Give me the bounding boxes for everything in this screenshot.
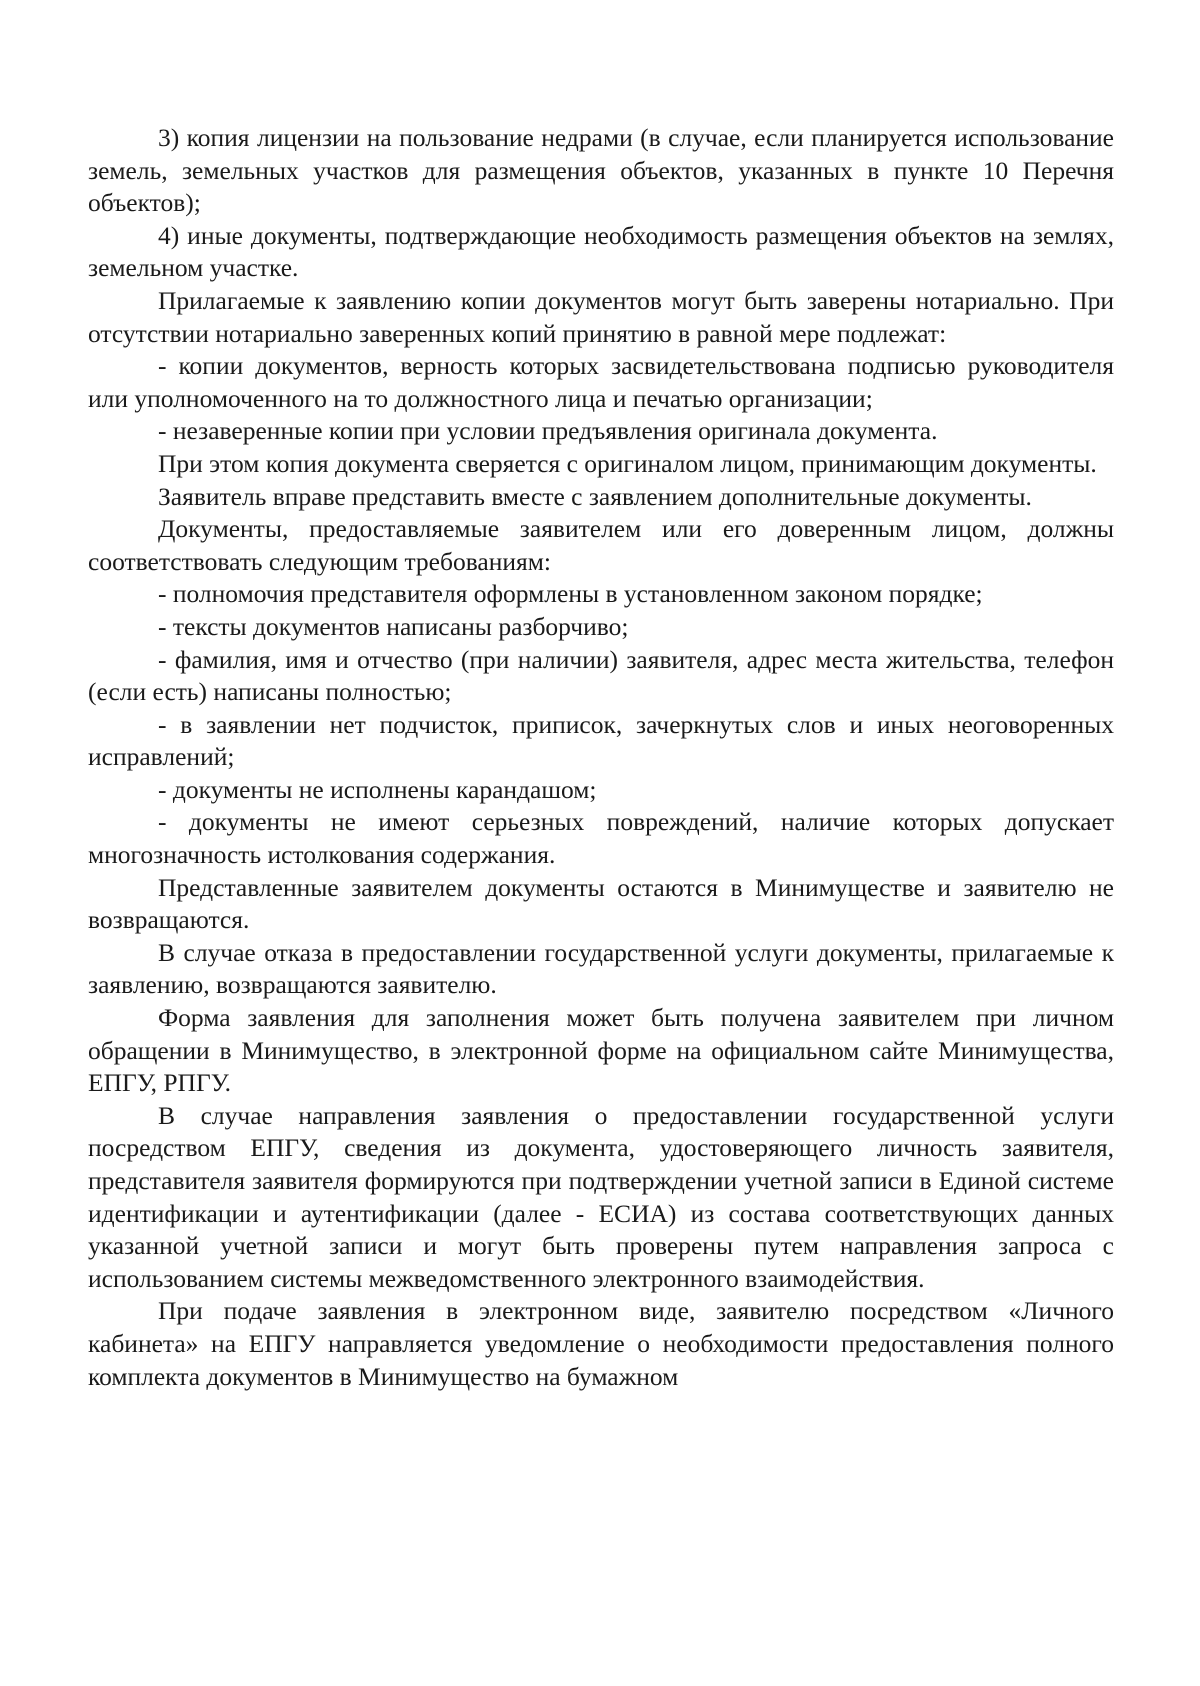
- paragraph-epgu-esia: В случае направления заявления о предоставлении государственной услуги посредством ЕПГУ, сведения из документа, удостоверяющего личность заявителя, представителя заявителя формируются при подтверждении учетной записи в Единой системе идентификации и аутентификации (далее - ЕСИА) из состава соответствующих данных указанной учетной записи и могут быть проверены путем направления запроса с использованием системы межведомственного электронного взаимодействия.: [88, 1100, 1114, 1293]
- paragraph-requirements-intro: Документы, предоставляемые заявителем или его доверенным лицом, должны соответствовать следующим требованиям:: [88, 514, 1114, 576]
- paragraph-item-4: 4) иные документы, подтверждающие необходимость размещения объектов на землях, земельном участке.: [88, 220, 1114, 283]
- paragraph-copy-verification: При этом копия документа сверяется с оригиналом лицом, принимающим документы.: [158, 448, 1097, 478]
- list-item-uncertified-copies: - незаверенные копии при условии предъявления оригинала документа.: [158, 416, 938, 446]
- paragraph-application-form: Форма заявления для заполнения может быть получена заявителем при личном обращении в Минимущество, в электронной форме на официальном сайте Минимущества, ЕПГУ, РПГУ.: [88, 1003, 1114, 1098]
- paragraph-documents-retained: Представленные заявителем документы остаются в Минимуществе и заявителю не возвращаются.: [88, 872, 1114, 935]
- paragraph-item-3: 3) копия лицензии на пользование недрами (в случае, если планируется использование земель, земельных участков для размещения объектов, указанных в пункте 10 Перечня объектов);: [88, 123, 1114, 218]
- paragraph-copies-certification: Прилагаемые к заявлению копии документов могут быть заверены нотариально. При отсутствии нотариально заверенных копий принятию в равной мере подлежат:: [88, 285, 1114, 348]
- document-page: [88, 122, 1114, 1393]
- list-item-not-pencil: - документы не исполнены карандашом;: [158, 774, 597, 804]
- paragraph-refusal-return: В случае отказа в предоставлении государственной услуги документы, прилагаемые к заявлению, возвращаются заявителю.: [88, 937, 1114, 1000]
- list-item-representative-authority: - полномочия представителя оформлены в установленном законом порядке;: [158, 579, 983, 609]
- paragraph-additional-documents: Заявитель вправе представить вместе с заявлением дополнительные документы.: [158, 481, 1032, 511]
- list-item-full-name-address: - фамилия, имя и отчество (при наличии) заявителя, адрес места жительства, телефон (если есть) написаны полностью;: [88, 644, 1114, 707]
- list-item-no-damage: - документы не имеют серьезных повреждений, наличие которых допускает многозначность истолкования содержания.: [88, 807, 1114, 870]
- list-item-signed-copies: - копии документов, верность которых засвидетельствована подписью руководителя или уполномоченного на то должностного лица и печатью организации;: [88, 351, 1114, 413]
- list-item-no-corrections: - в заявлении нет подчисток, приписок, зачеркнутых слов и иных неоговоренных исправлений;: [88, 709, 1114, 772]
- paragraph-electronic-submission: При подаче заявления в электронном виде, заявителю посредством «Личного кабинета» на ЕПГУ направляется уведомление о необходимости предоставления полного комплекта документов в Минимущество на бумажном: [88, 1296, 1114, 1391]
- list-item-legible-text: - тексты документов написаны разборчиво;: [158, 611, 629, 641]
